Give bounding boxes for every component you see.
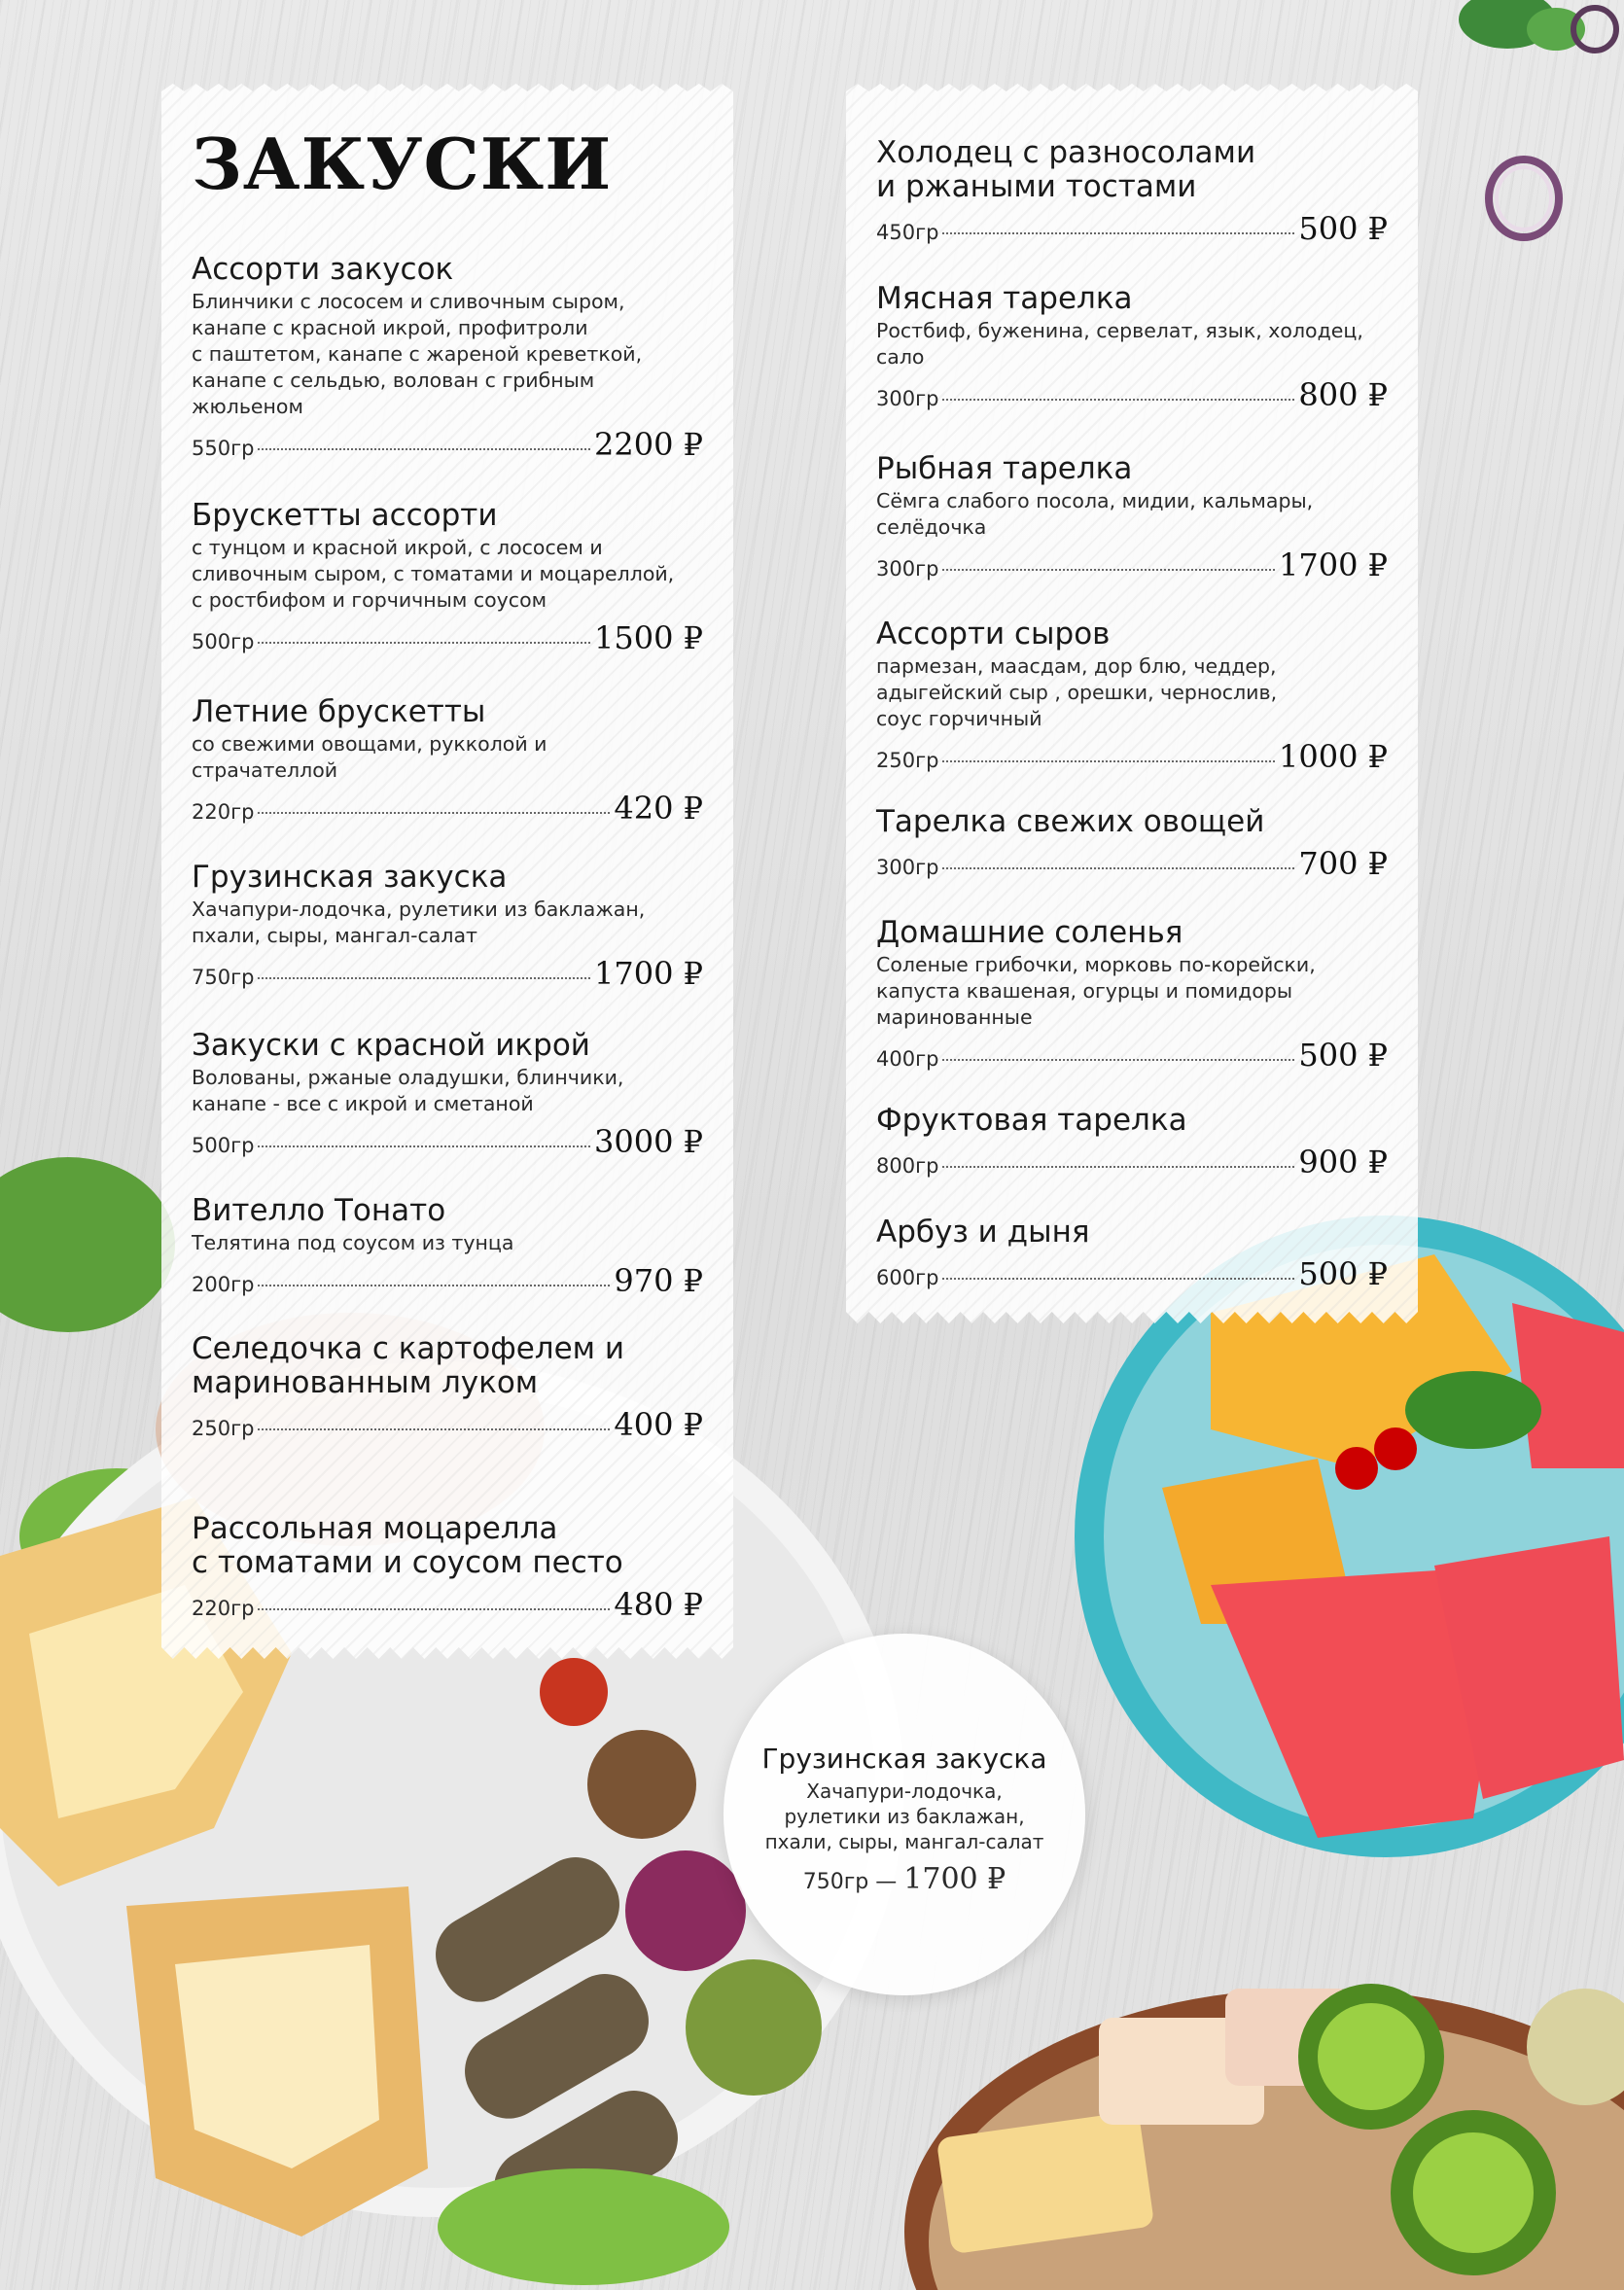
menu-item-price-row (192, 1406, 703, 1443)
herbs-top-right-image (1449, 0, 1624, 88)
menu-item-price-row (876, 738, 1388, 775)
menu-item-name: Холодец с разносолами и ржаными тостами (876, 135, 1256, 204)
menu-item-name: Вителло Тонато (192, 1193, 446, 1228)
dotted-leader (258, 642, 590, 644)
menu-item-weight: 300гр (876, 387, 939, 410)
menu-item (876, 1104, 1388, 1180)
menu-item-price-row (192, 426, 703, 463)
menu-item-price-row (876, 376, 1388, 413)
menu-item-weight: 800гр (876, 1154, 939, 1178)
menu-item-name: Ассорти сыров (876, 617, 1111, 652)
featured-dish-weight: 750гр (802, 1870, 869, 1894)
fruit-plate-image (1065, 1215, 1624, 1896)
menu-item (876, 1215, 1388, 1292)
menu-item-price-row (876, 210, 1388, 247)
dotted-leader (258, 1145, 590, 1147)
featured-dish-price-line (724, 1862, 1085, 1896)
menu-item-price: 500 ₽ (1298, 210, 1388, 247)
menu-item-weight: 250гр (192, 1417, 255, 1440)
dotted-leader (942, 232, 1294, 234)
dotted-leader (942, 760, 1275, 762)
menu-item (192, 253, 703, 463)
menu-item (192, 861, 703, 992)
page-title: ЗАКУСКИ (192, 123, 613, 205)
menu-item (876, 136, 1388, 247)
menu-item-name: Мясная тарелка (876, 281, 1133, 316)
menu-item-description: Блинчики с лососем и сливочным сыром, канапе с красной икрой, профитроли с паштетом, канапе с жареной креветкой, канапе с сельдью, волован с грибным жюльеном (192, 290, 643, 418)
menu-item (876, 452, 1388, 583)
menu-item-price: 420 ₽ (614, 790, 703, 827)
menu-item-weight: 400гр (876, 1047, 939, 1071)
menu-item-price-row (876, 1037, 1388, 1074)
menu-item-name: Брускетты ассорти (192, 498, 498, 533)
menu-item-name: Фруктовая тарелка (876, 1103, 1187, 1138)
menu-item-price: 480 ₽ (614, 1586, 703, 1623)
menu-item-name: Домашние соленья (876, 915, 1183, 950)
menu-item-description: Волованы, ржаные оладушки, блинчики, канапе - все с икрой и сметаной (192, 1066, 624, 1115)
menu-item-price: 500 ₽ (1298, 1037, 1388, 1074)
menu-item-price: 400 ₽ (614, 1406, 703, 1443)
menu-item-price: 1700 ₽ (1279, 546, 1388, 583)
menu-item-price-row (876, 845, 1388, 882)
menu-item-name: Рассольная моцарелла с томатами и соусом песто (192, 1511, 623, 1580)
menu-item-weight: 450гр (876, 221, 939, 244)
menu-item-weight: 250гр (876, 749, 939, 772)
menu-item-price-row (192, 1262, 703, 1299)
menu-item-weight: 200гр (192, 1273, 255, 1296)
menu-item-price: 2200 ₽ (594, 426, 703, 463)
featured-dish-name: Грузинская закуска (761, 1743, 1047, 1775)
menu-item-price: 970 ₽ (614, 1262, 703, 1299)
menu-item-price: 800 ₽ (1298, 376, 1388, 413)
menu-item-description: со свежими овощами, рукколой и страчателлой (192, 732, 547, 782)
dotted-leader (258, 977, 590, 979)
featured-dish-price: 1700 ₽ (903, 1862, 1006, 1896)
menu-item-description: Ростбиф, буженина, сервелат, язык, холодец, сало (876, 319, 1363, 369)
menu-item-price-row (876, 1255, 1388, 1292)
menu-item-price-row (192, 1586, 703, 1623)
menu-item-weight: 550гр (192, 437, 255, 460)
dotted-leader (258, 1608, 610, 1610)
menu-item-weight: 220гр (192, 1597, 255, 1620)
menu-item-price: 500 ₽ (1298, 1255, 1388, 1292)
menu-item-weight: 300гр (876, 557, 939, 581)
menu-item-name: Селедочка с картофелем и маринованным луком (192, 1331, 625, 1400)
menu-item-weight: 220гр (192, 800, 255, 824)
menu-item-name: Арбуз и дыня (876, 1215, 1090, 1250)
menu-item (192, 1512, 703, 1623)
menu-item-name: Тарелка свежих овощей (876, 804, 1265, 839)
menu-item (192, 1029, 703, 1160)
menu-item-price-row (192, 1123, 703, 1160)
dotted-leader (258, 1285, 610, 1286)
dotted-leader (258, 812, 610, 814)
dotted-leader (942, 1059, 1294, 1061)
dotted-leader (942, 1278, 1294, 1280)
menu-item-price: 900 ₽ (1298, 1144, 1388, 1180)
menu-item (192, 1332, 703, 1443)
menu-item-price-row (192, 955, 703, 992)
menu-item-description: с тунцом и красной икрой, с лососем и сливочным сыром, с томатами и моцареллой, с ростбифом и горчичным соусом (192, 536, 675, 612)
menu-item-weight: 750гр (192, 966, 255, 989)
menu-item-price-row (876, 1144, 1388, 1180)
menu-item-weight: 500гр (192, 1134, 255, 1157)
menu-item-name: Летние брускетты (192, 694, 486, 729)
menu-item (876, 916, 1388, 1074)
menu-item-weight: 600гр (876, 1266, 939, 1289)
menu-item-weight: 300гр (876, 856, 939, 879)
cheese-apple-kiwi-plate-image (904, 1969, 1624, 2290)
menu-item-price: 700 ₽ (1298, 845, 1388, 882)
menu-item-weight: 500гр (192, 630, 255, 653)
menu-item-name: Грузинская закуска (192, 860, 508, 895)
menu-item-price-row (876, 546, 1388, 583)
menu-item (192, 1194, 703, 1299)
dotted-leader (942, 1166, 1294, 1168)
menu-item-name: Ассорти закусок (192, 252, 454, 287)
menu-item-price-row (192, 619, 703, 656)
menu-item-description: Хачапури-лодочка, рулетики из баклажан, пхали, сыры, мангал-салат (192, 898, 646, 947)
menu-item-price: 3000 ₽ (594, 1123, 703, 1160)
dotted-leader (942, 569, 1275, 571)
menu-item (876, 617, 1388, 775)
featured-dish-description: Хачапури-лодочка, рулетики из баклажан, пхали, сыры, мангал-салат (764, 1779, 1044, 1853)
dotted-leader (942, 399, 1294, 401)
menu-item-price: 1000 ₽ (1279, 738, 1388, 775)
dotted-leader (942, 867, 1294, 869)
menu-item-description: Телятина под соусом из тунца (192, 1231, 514, 1254)
dotted-leader (258, 448, 590, 450)
menu-item (192, 695, 703, 827)
menu-item-name: Рыбная тарелка (876, 451, 1133, 486)
menu-item-price: 1500 ₽ (594, 619, 703, 656)
featured-dish-bubble (724, 1634, 1085, 1995)
menu-item-description: Сёмга слабого посола, мидии, кальмары, селёдочка (876, 489, 1314, 539)
onion-ring-image (1480, 152, 1568, 249)
menu-item-price-row (192, 790, 703, 827)
menu-item (876, 805, 1388, 882)
menu-item-name: Закуски с красной икрой (192, 1028, 590, 1063)
menu-item-price: 1700 ₽ (594, 955, 703, 992)
menu-item (876, 282, 1388, 413)
menu-item-description: пармезан, маасдам, дор блю, чеддер, адыгейский сыр , орешки, чернослив, соус горчичный (876, 654, 1278, 730)
featured-dish-separator: — (868, 1870, 904, 1894)
dotted-leader (258, 1428, 610, 1430)
menu-item-description: Соленые грибочки, морковь по-корейски, капуста квашеная, огурцы и помидоры маринованные (876, 953, 1316, 1029)
menu-item (192, 499, 703, 656)
